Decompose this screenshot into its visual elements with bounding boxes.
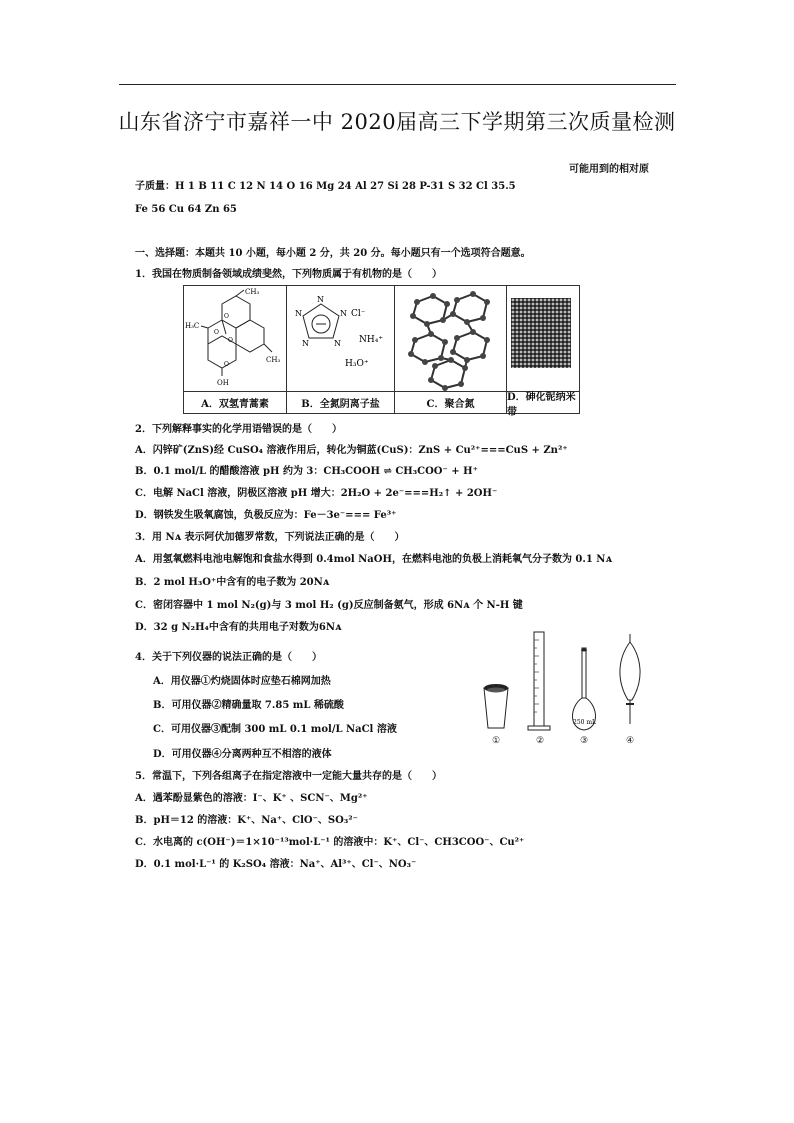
svg-text:N: N — [317, 295, 324, 304]
q4-option-c: C．可用仪器③配制 300 mL 0.1 mol/L NaCl 溶液 — [153, 724, 397, 735]
hydronium-label: H₃O⁺ — [345, 359, 369, 369]
lab-instruments-figure — [478, 628, 648, 734]
separatory-funnel-icon — [620, 634, 640, 724]
graduated-cylinder-icon — [528, 632, 550, 730]
page-title: 山东省济宁市嘉祥一中 2020届高三下学期第三次质量检测 — [118, 110, 676, 134]
instrument-label-1: ① — [492, 736, 501, 746]
methyl-right-label: CH₃ — [266, 356, 281, 364]
chloride-label: Cl⁻ — [351, 309, 366, 319]
methyl-top-label: CH₃ — [245, 288, 260, 296]
q1-figure-table — [183, 285, 580, 418]
q1-stem: 1．我国在物质制备领域成绩斐然，下列物质属于有机物的是（ ） — [135, 269, 442, 280]
q3-option-a: A．用氢氧燃料电池电解饱和食盐水得到 0.4mol NaOH，在燃料电池的负极上消耗氧气分子数为 0.1 Nᴀ — [135, 554, 612, 565]
q5-option-a: A．遇苯酚显紫色的溶液：I⁻、K⁺ 、SCN⁻、Mg²⁺ — [135, 793, 368, 804]
q3-option-c: C．密闭容器中 1 mol N₂(g)与 3 mol H₂ (g)反应制备氨气，形成 6Nᴀ 个 N-H 键 — [135, 600, 523, 611]
q3-stem: 3．用 Nᴀ 表示阿伏加德罗常数，下列说法正确的是（ ） — [135, 532, 405, 543]
q3-option-b: B．2 mol H₃O⁺中含有的电子数为 20Nᴀ — [135, 577, 330, 588]
atomic-mass-label: 可能用到的相对原 — [569, 164, 649, 175]
q2-option-b: B．0.1 mol/L 的醋酸溶液 pH 约为 3：CH₃COOH ⇌ CH₃COO⁻ + H⁺ — [135, 466, 478, 477]
svg-text:O: O — [228, 337, 233, 344]
structure-pentazolate-salt — [287, 286, 395, 391]
volumetric-flask-icon — [573, 648, 597, 730]
section-header: 一、选择题：本题共 10 小题，每小题 2 分，共 20 分。每小题只有一个选项符合题意。 — [135, 248, 531, 259]
instrument-label-4: ④ — [626, 736, 635, 746]
flask-capacity-label: 250 mL — [573, 719, 597, 726]
svg-text:O: O — [224, 361, 229, 368]
q5-option-d: D．0.1 mol·L⁻¹ 的 K₂SO₄ 溶液：Na⁺、Al³⁺、Cl⁻、NO₃⁻ — [135, 859, 417, 870]
atomic-mass-line-2: Fe 56 Cu 64 Zn 65 — [135, 204, 237, 215]
caption-a: A．双氢青蒿素 — [184, 391, 287, 413]
hydroxyl-label: OH — [217, 379, 229, 387]
methyl-left-label: H₃C — [185, 322, 200, 330]
instrument-label-3: ③ — [580, 736, 589, 746]
atomic-mass-line-1: 子质量：H 1 B 11 C 12 N 14 O 16 Mg 24 Al 27 Si 28 P-31 S 32 Cl 35.5 — [135, 181, 516, 192]
caption-b: B．全氮阴离子盐 — [287, 391, 395, 413]
svg-text:N: N — [302, 339, 309, 348]
svg-text:N: N — [295, 309, 302, 318]
q5-option-c: C．水电离的 c(OH⁻)＝1×10⁻¹³mol·L⁻¹ 的溶液中：K⁺、Cl⁻、CH3COO⁻、Cu²⁺ — [135, 837, 525, 848]
svg-text:N: N — [340, 309, 347, 318]
q2-option-c: C．电解 NaCl 溶液，阴极区溶液 pH 增大：2H₂O + 2e⁻===H₂↑ + 2OH⁻ — [135, 488, 498, 499]
q2-option-d: D．钢铁发生吸氧腐蚀，负极反应为：Fe－3e⁻=== Fe³⁺ — [135, 510, 397, 521]
svg-text:O: O — [224, 313, 229, 320]
ammonium-label: NH₄⁺ — [359, 335, 384, 345]
q4-option-d: D．可用仪器④分离两种互不相溶的液体 — [153, 749, 332, 760]
crucible-icon — [484, 684, 508, 728]
svg-text:O: O — [214, 329, 219, 336]
caption-d: D．砷化铌纳米带 — [507, 391, 579, 413]
caption-c: C．聚合氮 — [395, 391, 507, 413]
image-nbas-nanoribbon — [507, 286, 579, 391]
instrument-label-2: ② — [536, 736, 545, 746]
q3-option-d: D．32 g N₂H₄中含有的共用电子对数为6Nᴀ — [135, 622, 342, 633]
q5-stem: 5．常温下，下列各组离子在指定溶液中一定能大量共存的是（ ） — [135, 771, 442, 782]
q4-stem: 4．关于下列仪器的说法正确的是（ ） — [135, 652, 322, 663]
svg-text:N: N — [334, 339, 341, 348]
q4-option-a: A．用仪器①灼烧固体时应垫石棉网加热 — [153, 676, 331, 687]
image-polymeric-nitrogen — [395, 286, 507, 391]
q2-option-a: A．闪锌矿(ZnS)经 CuSO₄ 溶液作用后，转化为铜蓝(CuS)：ZnS + Cu²⁺===CuS + Zn²⁺ — [135, 445, 568, 456]
q4-option-b: B．可用仪器②精确量取 7.85 mL 稀硫酸 — [153, 700, 344, 711]
structure-artemisinin — [184, 286, 287, 391]
header-rule — [119, 84, 676, 85]
q5-option-b: B．pH＝12 的溶液：K⁺、Na⁺、ClO⁻、SO₃²⁻ — [135, 815, 358, 826]
q2-stem: 2．下列解释事实的化学用语错误的是（ ） — [135, 424, 342, 435]
